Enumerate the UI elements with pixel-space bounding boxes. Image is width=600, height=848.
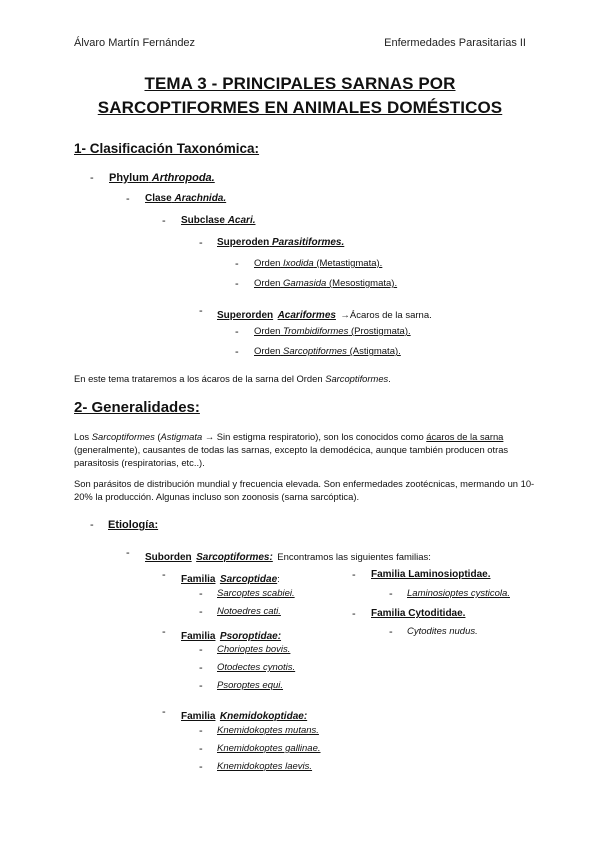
etiologia-heading: Etiología:	[108, 519, 159, 531]
bullet-dash: -	[162, 215, 166, 227]
bullet-dash: -	[199, 761, 203, 773]
section-heading-taxonomy: 1- Clasificación Taxonómica:	[74, 141, 260, 156]
phylum-item	[109, 172, 215, 184]
species-item: Psoroptes equi.	[217, 680, 284, 691]
species-item: Chorioptes bovis.	[217, 644, 291, 655]
paragraph-1	[74, 430, 536, 469]
familia-suffix: :	[277, 574, 280, 585]
clase-name: Arachnida.	[174, 193, 227, 204]
page-title-line2: SARCOPTIFORMES EN ANIMALES DOMÉSTICOS	[97, 98, 503, 117]
familia-cytoditidae: Familia Cytoditidae.	[371, 608, 466, 619]
species-item: Sarcoptes scabiei.	[217, 588, 295, 599]
species-item: Knemidokoptes mutans.	[217, 725, 319, 736]
familia-label: Familia	[181, 574, 216, 585]
familia-laminosioptidae: Familia Laminosioptidae.	[371, 569, 491, 580]
orden-rest: (Astigmata).	[349, 346, 401, 357]
superorden-acariformes	[217, 305, 432, 323]
bullet-dash: -	[199, 305, 203, 317]
orden-name: Ixodida	[283, 258, 314, 269]
note-italic: Sarcoptiformes	[325, 373, 389, 384]
superorden-note: Ácaros de la sarna.	[349, 310, 432, 321]
orden-rest: (Metastigmata).	[316, 258, 383, 269]
bullet-dash: -	[199, 725, 203, 737]
familia-name: Knemidokoptidae:	[219, 711, 308, 722]
familia-label: Familia	[181, 711, 216, 722]
bullet-dash: -	[389, 588, 393, 600]
subclase-item	[181, 215, 256, 226]
species-item: Otodectes cynotis.	[217, 662, 296, 673]
page-title-line1: TEMA 3 - PRINCIPALES SARNAS POR	[144, 74, 456, 93]
section-heading-generalidades: 2- Generalidades:	[74, 399, 200, 416]
suborden-rest: Encontramos las siguientes familias:	[277, 552, 431, 563]
bullet-dash: -	[199, 743, 203, 755]
bullet-dash: -	[162, 626, 166, 638]
bullet-dash: -	[90, 172, 94, 184]
orden-name: Sarcoptiformes	[283, 346, 347, 357]
orden-rest: (Prostigmata).	[350, 326, 411, 337]
orden-name: Gamasida	[283, 278, 327, 289]
bullet-dash: -	[235, 258, 239, 270]
superorden-name: Parasitiformes.	[272, 237, 345, 248]
orden-ixodida	[254, 258, 382, 269]
familia-label: Familia	[181, 631, 216, 642]
clase-label: Clase	[145, 193, 172, 204]
bullet-dash: -	[162, 569, 166, 581]
orden-gamasida	[254, 278, 397, 289]
header-subject: Enfermedades Parasitarias II	[384, 37, 526, 49]
header-author: Álvaro Martín Fernández	[74, 37, 196, 49]
suborden-item	[145, 547, 431, 565]
bullet-dash: -	[162, 706, 166, 718]
bullet-dash: -	[235, 278, 239, 290]
subclase-label: Subclase	[181, 215, 225, 226]
species-item: Laminosioptes cysticola.	[407, 588, 510, 599]
p1-text: (generalmente), causantes de todas las sarnas, excepto la demodécica, aunque también producen otras parasitosis (respiratorias, etc..).	[74, 444, 509, 468]
species-item: Knemidokoptes laevis.	[217, 761, 313, 772]
superorden-name: Acariformes	[277, 310, 336, 321]
phylum-label: Phylum	[109, 172, 149, 184]
phylum-name: Arthropoda.	[151, 172, 215, 184]
orden-label: Orden	[254, 326, 281, 337]
orden-trombidiformes	[254, 326, 411, 337]
note-end: .	[388, 373, 391, 384]
species-item: Notoedres cati.	[217, 606, 281, 617]
suborden-label: Suborden	[145, 552, 192, 563]
superorden-label: Superorden	[217, 310, 274, 321]
bullet-dash: -	[126, 547, 130, 559]
p1-italic: Astigmata	[160, 431, 203, 442]
bullet-dash: -	[199, 680, 203, 692]
subclase-name: Acari.	[227, 215, 256, 226]
orden-rest: (Mesostigmata).	[329, 278, 398, 289]
bullet-dash: -	[126, 193, 130, 205]
p1-text: → Sin estigma respiratorio), son los conocidos como	[204, 431, 424, 442]
orden-label: Orden	[254, 258, 281, 269]
species-item: Knemidokoptes gallinae.	[217, 743, 321, 754]
bullet-dash: -	[199, 606, 203, 618]
orden-sarcoptiformes	[254, 346, 401, 357]
superorden-parasitiformes	[217, 237, 344, 248]
bullet-dash: -	[389, 626, 393, 638]
bullet-dash: -	[199, 644, 203, 656]
bullet-dash: -	[235, 326, 239, 338]
arrow-icon: →	[340, 310, 350, 321]
superorden-label: Superoden	[217, 237, 270, 248]
bullet-dash: -	[90, 519, 94, 531]
familia-psoroptidae	[181, 626, 281, 644]
section1-note	[74, 373, 391, 384]
bullet-dash: -	[352, 569, 356, 581]
bullet-dash: -	[235, 346, 239, 358]
suborden-name: Sarcoptiformes:	[196, 552, 273, 563]
familia-name: Psoroptidae:	[219, 631, 282, 642]
clase-item	[145, 193, 226, 204]
orden-label: Orden	[254, 278, 281, 289]
bullet-dash: -	[352, 608, 356, 620]
familia-name: Sarcoptidae	[219, 574, 278, 585]
p1-italic: Sarcoptiformes	[91, 431, 155, 442]
paragraph-2: Son parásitos de distribución mundial y frecuencia elevada. Son enfermedades zootécnicas, mermando un 10-20% la producción. Algunas incluso son zoonosis (sarna sarcóptica).	[74, 478, 535, 502]
orden-name: Trombidiformes	[283, 326, 349, 337]
bullet-dash: -	[199, 237, 203, 249]
bullet-dash: -	[199, 662, 203, 674]
p1-underlined: ácaros de la sarna	[426, 431, 504, 442]
p1-text: Los	[74, 431, 90, 442]
p1-paren: (	[157, 431, 161, 442]
species-item: Cytodites nudus.	[407, 626, 478, 637]
note-text: En este tema trataremos a los ácaros de la sarna del Orden	[74, 373, 323, 384]
bullet-dash: -	[199, 588, 203, 600]
familia-knemidokoptidae	[181, 706, 307, 724]
orden-label: Orden	[254, 346, 281, 357]
familia-sarcoptidae	[181, 569, 280, 587]
